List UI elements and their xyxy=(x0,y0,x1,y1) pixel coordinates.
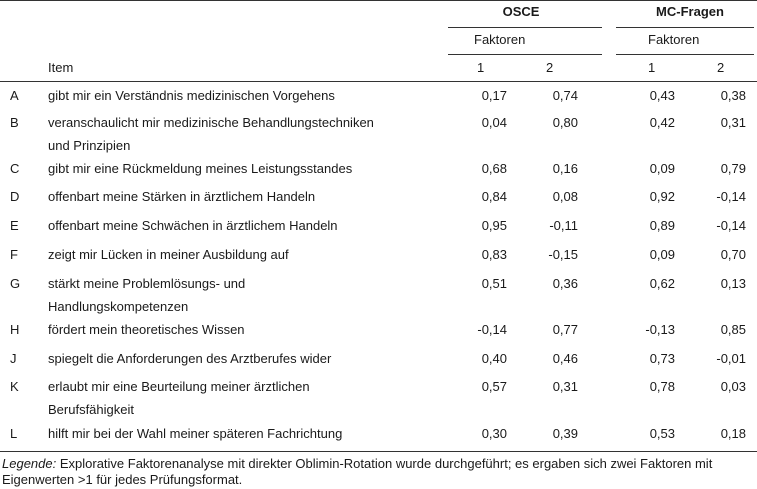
legend-text: Explorative Faktorenanalyse mit direkter Oblimin-Rotation wurde durchgeführt; es ergaben sich zwei Faktoren mit Eigenwerten >1 für jedes Prüfungsformat. xyxy=(2,456,713,487)
row-id: J xyxy=(10,351,17,366)
row-osce-factor-2: 0,08 xyxy=(552,189,578,204)
header-osce-rule xyxy=(448,27,602,28)
row-osce-factor-2: -0,15 xyxy=(548,247,578,262)
row-osce-factor-1: 0,84 xyxy=(481,189,507,204)
row-mc-factor-2: 0,13 xyxy=(720,276,746,291)
row-mc-factor-1: 0,53 xyxy=(649,426,675,441)
header-faktoren-osce: Faktoren xyxy=(474,32,526,47)
row-mc-factor-1: 0,09 xyxy=(649,247,675,262)
row-osce-factor-1: -0,14 xyxy=(477,322,507,337)
row-item-text: erlaubt mir eine Beurteilung meiner ärztlichen xyxy=(48,379,310,394)
table-legend xyxy=(2,456,752,488)
row-mc-factor-1: 0,09 xyxy=(649,161,675,176)
row-mc-factor-1: -0,13 xyxy=(645,322,675,337)
row-item-text-continued: und Prinzipien xyxy=(48,138,131,153)
row-mc-factor-1: 0,42 xyxy=(649,115,675,130)
row-id: A xyxy=(10,88,19,103)
row-osce-factor-2: 0,36 xyxy=(552,276,578,291)
row-osce-factor-2: 0,77 xyxy=(552,322,578,337)
row-osce-factor-1: 0,30 xyxy=(481,426,507,441)
row-item-text: veranschaulicht mir medizinische Behandlungstechniken xyxy=(48,115,374,130)
row-mc-factor-1: 0,78 xyxy=(649,379,675,394)
row-item-text: offenbart meine Stärken in ärztlichem Handeln xyxy=(48,189,316,204)
table-bottom-rule xyxy=(0,451,757,452)
row-mc-factor-2: 0,03 xyxy=(720,379,746,394)
row-mc-factor-1: 0,89 xyxy=(649,218,675,233)
header-mc-fragen: MC-Fragen xyxy=(656,4,724,19)
header-osce-factor-1: 1 xyxy=(477,60,485,75)
row-mc-factor-2: 0,31 xyxy=(720,115,746,130)
row-id: G xyxy=(10,276,21,291)
row-osce-factor-2: 0,31 xyxy=(552,379,578,394)
row-id: C xyxy=(10,161,20,176)
row-osce-factor-2: 0,46 xyxy=(552,351,578,366)
header-faktoren-mc-rule xyxy=(616,54,754,55)
row-osce-factor-1: 0,95 xyxy=(481,218,507,233)
header-faktoren-osce-rule xyxy=(448,54,602,55)
row-osce-factor-1: 0,83 xyxy=(481,247,507,262)
row-mc-factor-2: 0,70 xyxy=(720,247,746,262)
row-osce-factor-2: 0,74 xyxy=(552,88,578,103)
row-mc-factor-1: 0,43 xyxy=(649,88,675,103)
row-osce-factor-1: 0,17 xyxy=(481,88,507,103)
header-item: Item xyxy=(48,60,74,75)
row-id: K xyxy=(10,379,19,394)
header-mc-factor-2: 2 xyxy=(717,60,725,75)
row-osce-factor-1: 0,40 xyxy=(481,351,507,366)
row-item-text: gibt mir ein Verständnis medizinischen Vorgehens xyxy=(48,88,335,103)
row-item-text: spiegelt die Anforderungen des Arztberufes wider xyxy=(48,351,332,366)
row-mc-factor-1: 0,92 xyxy=(649,189,675,204)
table-top-rule xyxy=(0,0,757,1)
row-id: L xyxy=(10,426,18,441)
row-osce-factor-1: 0,04 xyxy=(481,115,507,130)
row-item-text: offenbart meine Schwächen in ärztlichem Handeln xyxy=(48,218,338,233)
header-faktoren-mc: Faktoren xyxy=(648,32,700,47)
row-mc-factor-2: 0,85 xyxy=(720,322,746,337)
row-item-text: hilft mir bei der Wahl meiner späteren Fachrichtung xyxy=(48,426,343,441)
row-osce-factor-2: 0,16 xyxy=(552,161,578,176)
row-osce-factor-1: 0,51 xyxy=(481,276,507,291)
row-mc-factor-1: 0,73 xyxy=(649,351,675,366)
row-mc-factor-2: 0,38 xyxy=(720,88,746,103)
row-osce-factor-1: 0,68 xyxy=(481,161,507,176)
row-id: H xyxy=(10,322,20,337)
header-bottom-rule xyxy=(0,81,757,82)
row-osce-factor-2: 0,39 xyxy=(552,426,578,441)
row-mc-factor-2: -0,14 xyxy=(716,189,746,204)
row-osce-factor-2: -0,11 xyxy=(549,218,578,233)
row-item-text-continued: Berufsfähigkeit xyxy=(48,402,134,417)
header-osce-factor-2: 2 xyxy=(546,60,554,75)
row-mc-factor-2: 0,18 xyxy=(720,426,746,441)
row-id: E xyxy=(10,218,19,233)
row-id: D xyxy=(10,189,20,204)
row-mc-factor-1: 0,62 xyxy=(649,276,675,291)
row-item-text-continued: Handlungskompetenzen xyxy=(48,299,189,314)
row-mc-factor-2: -0,01 xyxy=(716,351,746,366)
row-id: B xyxy=(10,115,19,130)
row-mc-factor-2: 0,79 xyxy=(720,161,746,176)
legend-label: Legende: xyxy=(2,456,57,471)
header-osce: OSCE xyxy=(502,4,540,19)
row-osce-factor-2: 0,80 xyxy=(552,115,578,130)
row-item-text: stärkt meine Problemlösungs- und xyxy=(48,276,246,291)
header-mc-rule xyxy=(616,27,754,28)
row-item-text: gibt mir eine Rückmeldung meines Leistungsstandes xyxy=(48,161,353,176)
row-id: F xyxy=(10,247,18,262)
row-item-text: fördert mein theoretisches Wissen xyxy=(48,322,245,337)
row-osce-factor-1: 0,57 xyxy=(481,379,507,394)
header-mc-factor-1: 1 xyxy=(648,60,656,75)
row-item-text: zeigt mir Lücken in meiner Ausbildung auf xyxy=(48,247,289,262)
row-mc-factor-2: -0,14 xyxy=(716,218,746,233)
